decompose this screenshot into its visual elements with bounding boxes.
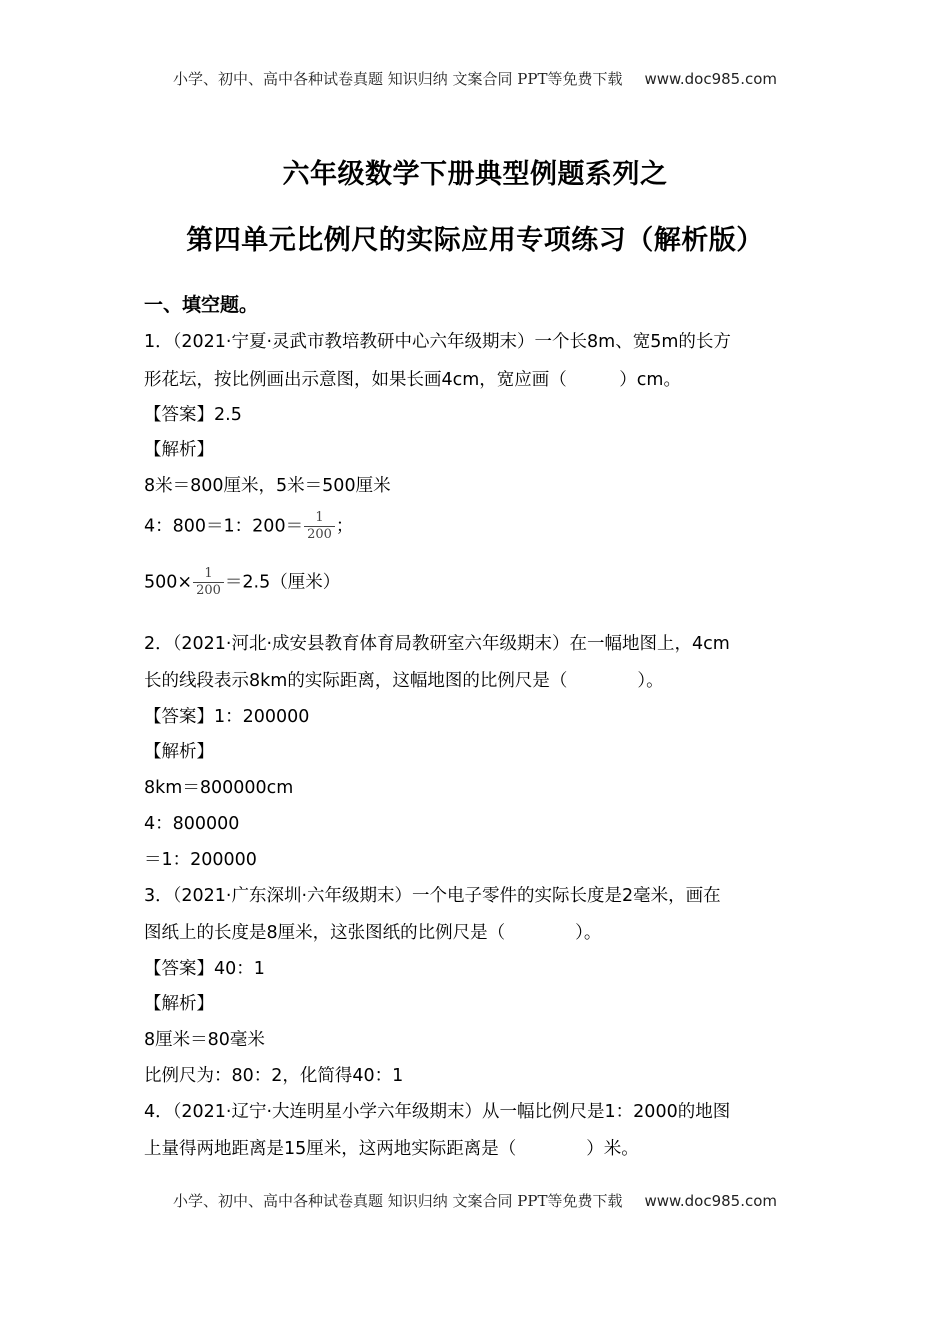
q1-stem-line2: 形花坛，按比例画出示意图，如果长画4cm，宽应画（ ）cm。 <box>144 370 681 390</box>
q1-step3-fraction <box>193 566 224 599</box>
q3-step2: 比例尺为：80：2，化简得40：1 <box>144 1066 404 1086</box>
q2-answer: 【答案】1：200000 <box>144 707 310 727</box>
q1-answer: 【答案】2.5 <box>144 405 242 425</box>
fraction-numerator: 1 <box>193 566 224 583</box>
q1-step2 <box>144 510 353 543</box>
fraction-denominator: 200 <box>307 527 332 542</box>
q3-step1: 8厘米＝80毫米 <box>144 1030 265 1050</box>
footer-text: 小学、初中、高中各种试卷真题 知识归纳 文案合同 PPT等免费下载 <box>172 1192 623 1210</box>
footer-site[interactable]: www.doc985.com <box>644 1192 778 1210</box>
q2-analysis-label: 【解析】 <box>144 742 214 762</box>
q4-stem-line2: 上量得两地距离是15厘米，这两地实际距离是（ ）米。 <box>144 1139 639 1159</box>
q1-step3 <box>144 566 340 599</box>
q2-stem-line1: 2．（2021·河北·成安县教育体育局教研室六年级期末）在一幅地图上，4cm <box>144 634 730 654</box>
q2-stem-line2: 长的线段表示8km的实际距离，这幅地图的比例尺是（ ）。 <box>144 671 664 691</box>
document-title-line1: 六年级数学下册典型例题系列之 <box>282 159 668 190</box>
q4-stem-line1: 4．（2021·辽宁·大连明星小学六年级期末）从一幅比例尺是1：2000的地图 <box>144 1102 731 1122</box>
q3-stem-line2: 图纸上的长度是8厘米，这张图纸的比例尺是（ ）。 <box>144 923 602 943</box>
header-site[interactable]: www.doc985.com <box>644 70 778 88</box>
q3-analysis-label: 【解析】 <box>144 994 214 1014</box>
q3-answer: 【答案】40：1 <box>144 959 265 979</box>
page-footer <box>0 1190 950 1211</box>
document-title-line2: 第四单元比例尺的实际应用专项练习（解析版） <box>186 225 764 256</box>
fraction-denominator: 200 <box>196 583 221 598</box>
q1-step3-result: ＝2.5（厘米） <box>224 572 341 593</box>
header-text: 小学、初中、高中各种试卷真题 知识归纳 文案合同 PPT等免费下载 <box>172 70 623 88</box>
q2-step1: 8km＝800000cm <box>144 778 294 798</box>
q1-step2-text: 4：800＝1：200＝ <box>144 516 304 537</box>
q1-step2-fraction <box>304 510 335 543</box>
q2-step3: ＝1：200000 <box>144 850 257 870</box>
q3-stem-line1: 3．（2021·广东深圳·六年级期末）一个电子零件的实际长度是2毫米，画在 <box>144 886 721 906</box>
q1-analysis-label: 【解析】 <box>144 440 214 460</box>
section-heading-fill-blank: 一、填空题。 <box>144 294 259 316</box>
q1-step3-text: 500× <box>144 572 193 593</box>
fraction-numerator: 1 <box>304 510 335 527</box>
q1-stem-line1: 1．（2021·宁夏·灵武市教培教研中心六年级期末）一个长8m、宽5m的长方 <box>144 332 731 352</box>
page-header <box>0 68 950 89</box>
q1-step2-end: ； <box>335 516 354 537</box>
q1-step1: 8米＝800厘米，5米＝500厘米 <box>144 476 391 496</box>
q2-step2: 4：800000 <box>144 814 240 834</box>
